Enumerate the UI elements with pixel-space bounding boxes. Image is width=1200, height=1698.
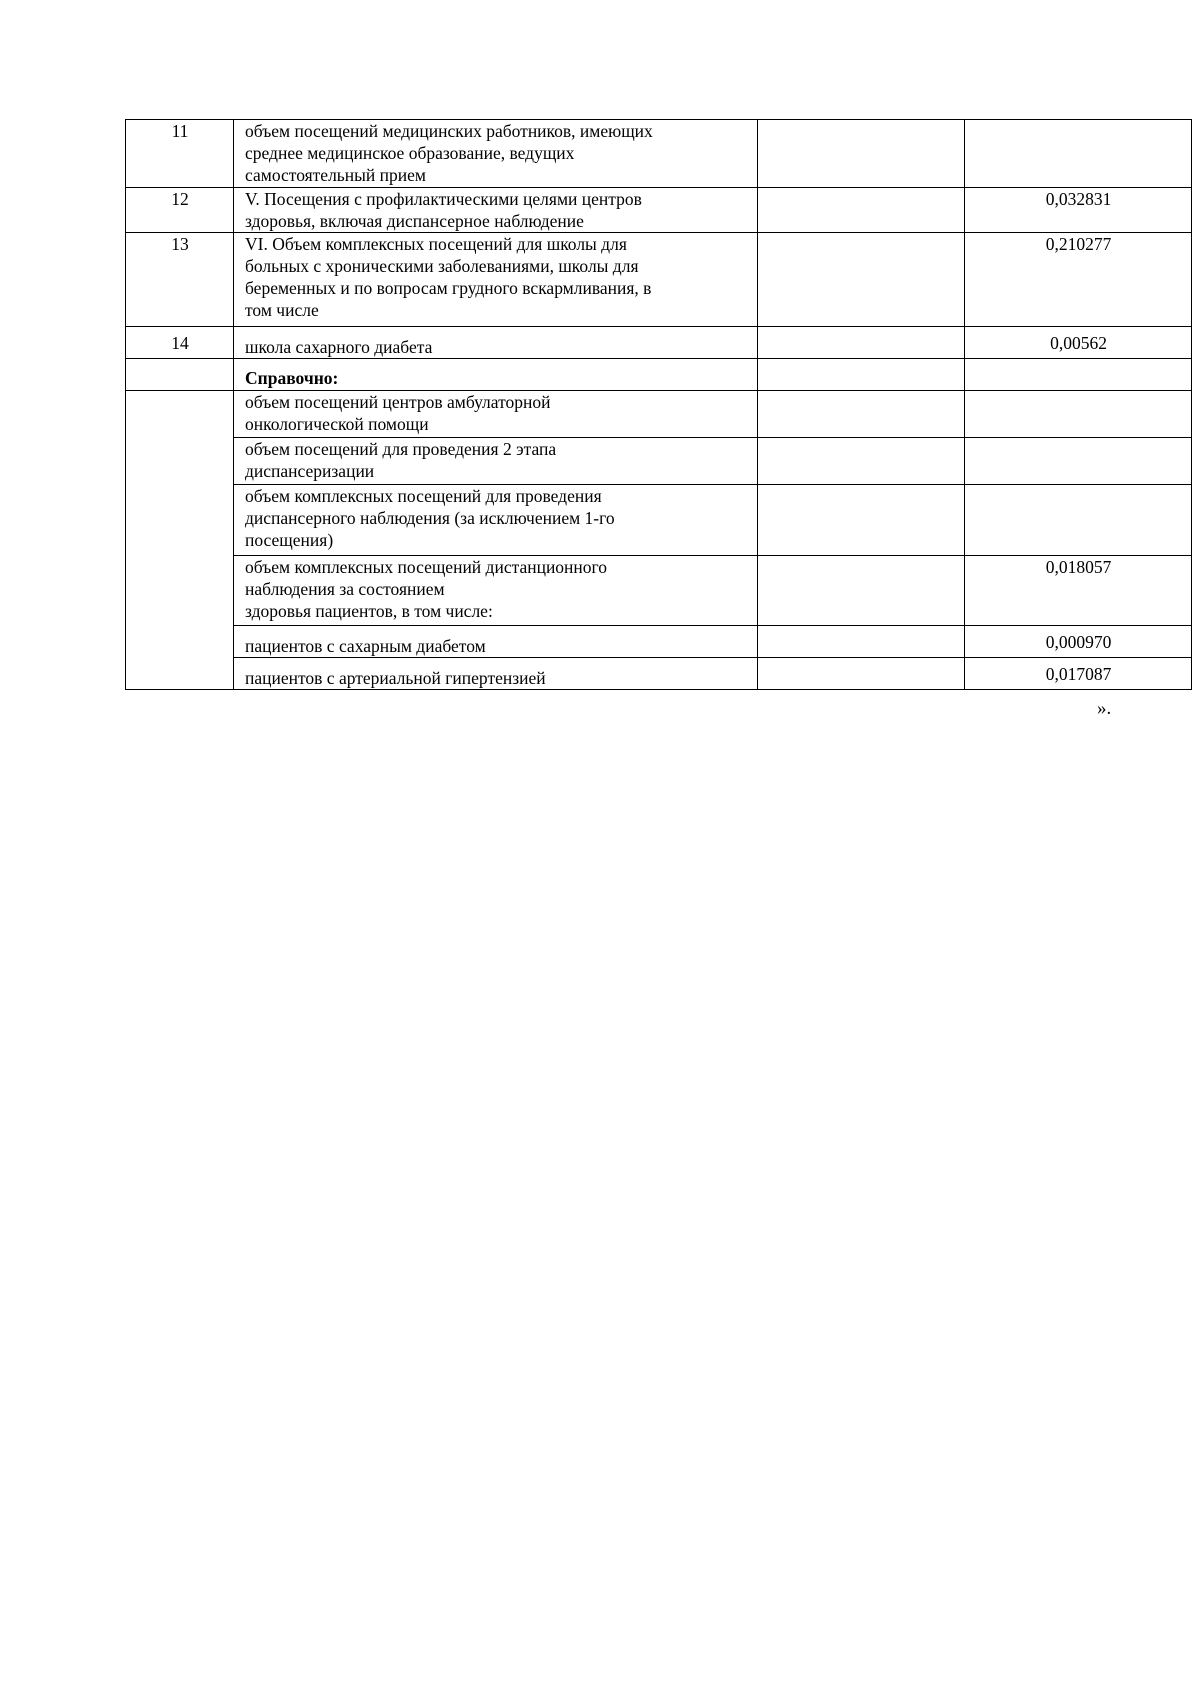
empty-cell <box>758 359 965 391</box>
row-number: 13 <box>126 233 234 327</box>
table-row <box>126 120 1192 188</box>
row-number: 11 <box>126 120 234 188</box>
row-name <box>234 120 758 188</box>
empty-cell <box>758 658 965 690</box>
table-row <box>126 556 1192 626</box>
table-row <box>126 658 1192 690</box>
empty-cell <box>758 120 965 188</box>
row-name-text: пациентов с артериальной гипертензией <box>245 668 546 688</box>
row-value: 0,032831 <box>965 188 1192 233</box>
table-row <box>126 626 1192 658</box>
row-name-text: объем комплексных посещений для проведения диспансерного наблюдения (за исключением 1-го посещения) <box>245 486 615 550</box>
row-name-text: школа сахарного диабета <box>245 337 433 357</box>
row-name-text: объем комплексных посещений дистанционного наблюдения за состоянием здоровья пациентов, в том числе: <box>245 557 608 621</box>
data-table <box>125 119 1192 690</box>
row-name <box>234 233 758 327</box>
table-row <box>126 233 1192 327</box>
row-name <box>234 327 758 359</box>
table-row <box>126 438 1192 485</box>
row-value <box>965 485 1192 556</box>
row-name <box>234 438 758 485</box>
empty-cell <box>758 556 965 626</box>
row-name <box>234 658 758 690</box>
reference-heading-text: Справочно: <box>245 368 339 388</box>
merged-number-cell <box>126 391 234 690</box>
row-name-text: пациентов с сахарным диабетом <box>245 636 486 656</box>
reference-heading <box>234 359 758 391</box>
row-value: 0,00562 <box>965 327 1192 359</box>
empty-cell <box>758 188 965 233</box>
row-number: 14 <box>126 327 234 359</box>
row-name-text: объем посещений медицинских работников, имеющих среднее медицинское образование, ведущих самостоятельный прием <box>245 121 653 185</box>
row-name-text: VI. Объем комплексных посещений для школы для больных с хроническими заболеваниями, школы для беременных и по вопросам грудного вскармливания, в том числе <box>245 234 652 320</box>
table-row <box>126 359 1192 391</box>
empty-cell <box>758 438 965 485</box>
table-row <box>126 391 1192 438</box>
row-value <box>965 438 1192 485</box>
table-row <box>126 327 1192 359</box>
row-number <box>126 359 234 391</box>
closing-quote-mark: ». <box>1097 698 1112 719</box>
row-value <box>965 391 1192 438</box>
table-row <box>126 485 1192 556</box>
empty-cell <box>758 391 965 438</box>
row-name-text: V. Посещения с профилактическими целями центров здоровья, включая диспансерное наблюдение <box>245 189 642 231</box>
row-name-text: объем посещений центров амбулаторной онкологической помощи <box>245 392 551 434</box>
empty-cell <box>758 626 965 658</box>
row-value <box>965 359 1192 391</box>
empty-cell <box>758 327 965 359</box>
table-row <box>126 188 1192 233</box>
row-value: 0,018057 <box>965 556 1192 626</box>
row-value <box>965 120 1192 188</box>
row-name <box>234 485 758 556</box>
row-name <box>234 188 758 233</box>
row-value: 0,017087 <box>965 658 1192 690</box>
row-number: 12 <box>126 188 234 233</box>
empty-cell <box>758 485 965 556</box>
row-value: 0,210277 <box>965 233 1192 327</box>
row-name <box>234 556 758 626</box>
row-name <box>234 391 758 438</box>
row-name <box>234 626 758 658</box>
row-name-text: объем посещений для проведения 2 этапа диспансеризации <box>245 439 557 481</box>
empty-cell <box>758 233 965 327</box>
row-value: 0,000970 <box>965 626 1192 658</box>
